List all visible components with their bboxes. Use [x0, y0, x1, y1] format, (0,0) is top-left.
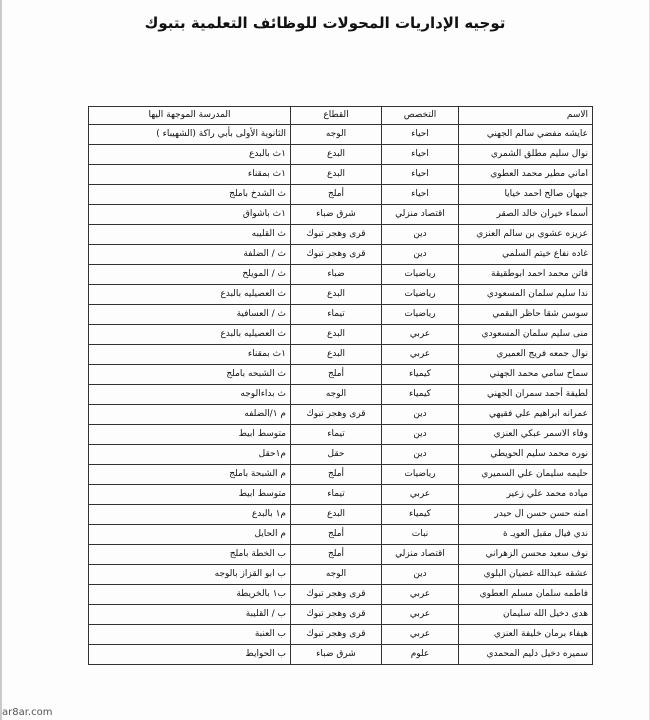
cell-school: ١ث بالبدع	[89, 145, 291, 165]
cell-name: فاتن محمد احمد ابوطقيقة	[459, 265, 593, 285]
cell-name: عايشه مفضي سالم الجهني	[459, 125, 593, 145]
cell-school: الثانوية الأولى بأبي راكة (الشهيباء )	[89, 125, 291, 145]
cell-specialization: عربي	[382, 585, 459, 605]
cell-specialization: احياء	[382, 145, 459, 165]
cell-school: متوسط ابيط	[89, 425, 291, 445]
cell-name: سميره دخيل دليم المحمدي	[459, 645, 593, 665]
cell-sector: شرق ضباء	[291, 205, 382, 225]
cell-name: مياده محمد علي زعير	[459, 485, 593, 505]
cell-specialization: عربي	[382, 485, 459, 505]
cell-sector: قرى وهجر تبوك	[291, 585, 382, 605]
table-row	[89, 445, 593, 465]
cell-school: ب الحوايط	[89, 645, 291, 665]
cell-name: هيفاء برمان خليفة العنزي	[459, 625, 593, 645]
document-title: توجيه الإداريات المحولات للوظائف التعلمية بتبوك	[144, 14, 506, 32]
cell-name: نوف سعيد محسن الزهراني	[459, 545, 593, 565]
cell-specialization: احياء	[382, 165, 459, 185]
cell-specialization: نبات	[382, 525, 459, 545]
table-row	[89, 345, 593, 365]
cell-specialization: اقتصاد منزلي	[382, 545, 459, 565]
cell-specialization: دين	[382, 565, 459, 585]
cell-sector: قرى وهجر تبوك	[291, 245, 382, 265]
cell-specialization: عربي	[382, 625, 459, 645]
cell-name: هدى دخيل الله سليمان	[459, 605, 593, 625]
cell-name: امنه حسن حسن ال حيدر	[459, 505, 593, 525]
cell-school: ب ابو القزاز بالوجه	[89, 565, 291, 585]
table-row	[89, 645, 593, 665]
table-row	[89, 385, 593, 405]
cell-school: ب / القليبة	[89, 605, 291, 625]
cell-name: وفاء الاسمر عبكي العنزي	[459, 425, 593, 445]
cell-sector: الوجه	[291, 385, 382, 405]
cell-specialization: دين	[382, 405, 459, 425]
table-row	[89, 605, 593, 625]
cell-name: حليمه سليمان علي السميري	[459, 465, 593, 485]
cell-sector: أملج	[291, 365, 382, 385]
cell-specialization: دين	[382, 245, 459, 265]
table-header-row	[89, 107, 593, 125]
table-row	[89, 185, 593, 205]
table-row	[89, 465, 593, 485]
cell-sector: البدع	[291, 285, 382, 305]
header-specialization: التخصص	[382, 107, 459, 125]
cell-school: ب الخطة باملج	[89, 545, 291, 565]
table-row	[89, 485, 593, 505]
cell-sector: تيماء	[291, 485, 382, 505]
cell-specialization: رياضيات	[382, 465, 459, 485]
table-row	[89, 565, 593, 585]
cell-sector: الوجه	[291, 125, 382, 145]
cell-specialization: علوم	[382, 645, 459, 665]
cell-sector: قرى وهجر تبوك	[291, 405, 382, 425]
cell-sector: البدع	[291, 325, 382, 345]
assignments-table	[88, 106, 593, 665]
cell-school: م الشبحة باملج	[89, 465, 291, 485]
cell-name: نوال سليم مطلق الشمري	[459, 145, 593, 165]
cell-name: اماني مطير محمد العطوي	[459, 165, 593, 185]
site-watermark: ar8ar.com	[2, 707, 53, 718]
cell-school: ١ث باشواق	[89, 205, 291, 225]
cell-specialization: كيمياء	[382, 385, 459, 405]
table-row	[89, 245, 593, 265]
cell-sector: أملج	[291, 465, 382, 485]
cell-sector: الوجه	[291, 565, 382, 585]
cell-sector: حقل	[291, 445, 382, 465]
header-sector: القطاع	[291, 107, 382, 125]
table-row	[89, 505, 593, 525]
cell-name: جيهان صالح احمد خيايا	[459, 185, 593, 205]
table-row	[89, 125, 593, 145]
cell-sector: البدع	[291, 505, 382, 525]
cell-sector: أملج	[291, 545, 382, 565]
cell-school: ١ث بمقناء	[89, 165, 291, 185]
cell-sector: البدع	[291, 145, 382, 165]
cell-sector: ضباء	[291, 265, 382, 285]
table-row	[89, 285, 593, 305]
cell-specialization: دين	[382, 445, 459, 465]
cell-name: ندا سليم سلمان المسعودي	[459, 285, 593, 305]
cell-school: متوسط ابيط	[89, 485, 291, 505]
cell-school: م الحايل	[89, 525, 291, 545]
cell-school: م١ بالبدع	[89, 505, 291, 525]
table-row	[89, 425, 593, 445]
cell-name: لطيفة أحمد سمران الجهني	[459, 385, 593, 405]
cell-name: ندي فيال مقبل العويـ ة	[459, 525, 593, 545]
table-row	[89, 585, 593, 605]
cell-name: سماح سامي محمد الجهني	[459, 365, 593, 385]
cell-sector: البدع	[291, 345, 382, 365]
cell-sector: البدع	[291, 165, 382, 185]
cell-school: ب العنبة	[89, 625, 291, 645]
cell-school: ب١ بالخريطة	[89, 585, 291, 605]
cell-school: م١حقل	[89, 445, 291, 465]
cell-specialization: رياضيات	[382, 285, 459, 305]
cell-school: ث بداءالوجه	[89, 385, 291, 405]
cell-specialization: احياء	[382, 185, 459, 205]
cell-school: ث العصيليه بالبدع	[89, 325, 291, 345]
cell-school: ث الشبحه باملج	[89, 365, 291, 385]
header-school: المدرسة الموجهة اليها	[89, 107, 291, 125]
cell-specialization: رياضيات	[382, 305, 459, 325]
cell-school: ث الشدخ باملج	[89, 185, 291, 205]
table-row	[89, 405, 593, 425]
header-name: الاسم	[459, 107, 593, 125]
table-row	[89, 265, 593, 285]
cell-specialization: كيمياء	[382, 505, 459, 525]
cell-sector: أملج	[291, 185, 382, 205]
cell-name: عمرانه ابراهيم علي فقيهي	[459, 405, 593, 425]
cell-sector: قرى وهجر تبوك	[291, 625, 382, 645]
cell-specialization: عربي	[382, 325, 459, 345]
cell-specialization: دين	[382, 425, 459, 445]
cell-sector: قرى وهجر تبوك	[291, 225, 382, 245]
table-row	[89, 165, 593, 185]
cell-sector: تيماء	[291, 305, 382, 325]
table-row	[89, 225, 593, 245]
cell-sector: شرق ضباء	[291, 645, 382, 665]
cell-specialization: كيمياء	[382, 365, 459, 385]
cell-specialization: رياضيات	[382, 265, 459, 285]
cell-name: غاده نفاع خيتم السلمي	[459, 245, 593, 265]
cell-specialization: اقتصاد منزلي	[382, 205, 459, 225]
cell-school: ث العصيليه بالبدع	[89, 285, 291, 305]
cell-name: سوسن شقا حاظر البقمي	[459, 305, 593, 325]
table-row	[89, 205, 593, 225]
cell-name: عشقه عبدالله غضيان البلوي	[459, 565, 593, 585]
cell-sector: قرى وهجر تبوك	[291, 605, 382, 625]
table-row	[89, 305, 593, 325]
cell-sector: تيماء	[291, 425, 382, 445]
table-row	[89, 365, 593, 385]
cell-sector: أملج	[291, 525, 382, 545]
cell-name: منى سليم سلمان المسعودي	[459, 325, 593, 345]
cell-specialization: عربي	[382, 605, 459, 625]
cell-name: أسماء خيران خالد الصقر	[459, 205, 593, 225]
cell-specialization: احياء	[382, 125, 459, 145]
cell-name: نوره محمد سليم الحويطي	[459, 445, 593, 465]
cell-name: عزيزه عشوي بن سالم العنزي	[459, 225, 593, 245]
table-row	[89, 325, 593, 345]
cell-school: ث القليبه	[89, 225, 291, 245]
table-row	[89, 625, 593, 645]
cell-specialization: عربي	[382, 345, 459, 365]
cell-school: ث / المويلح	[89, 265, 291, 285]
table-row	[89, 145, 593, 165]
cell-school: م ١/الضلفه	[89, 405, 291, 425]
table-row	[89, 525, 593, 545]
cell-school: ث / الضلفة	[89, 245, 291, 265]
cell-name: فاطمه سلمان مسلم العطوي	[459, 585, 593, 605]
cell-specialization: دين	[382, 225, 459, 245]
cell-school: ١ث بمقناء	[89, 345, 291, 365]
cell-school: ث / العسافية	[89, 305, 291, 325]
cell-name: نوال جمعه فريج العميري	[459, 345, 593, 365]
table-row	[89, 545, 593, 565]
